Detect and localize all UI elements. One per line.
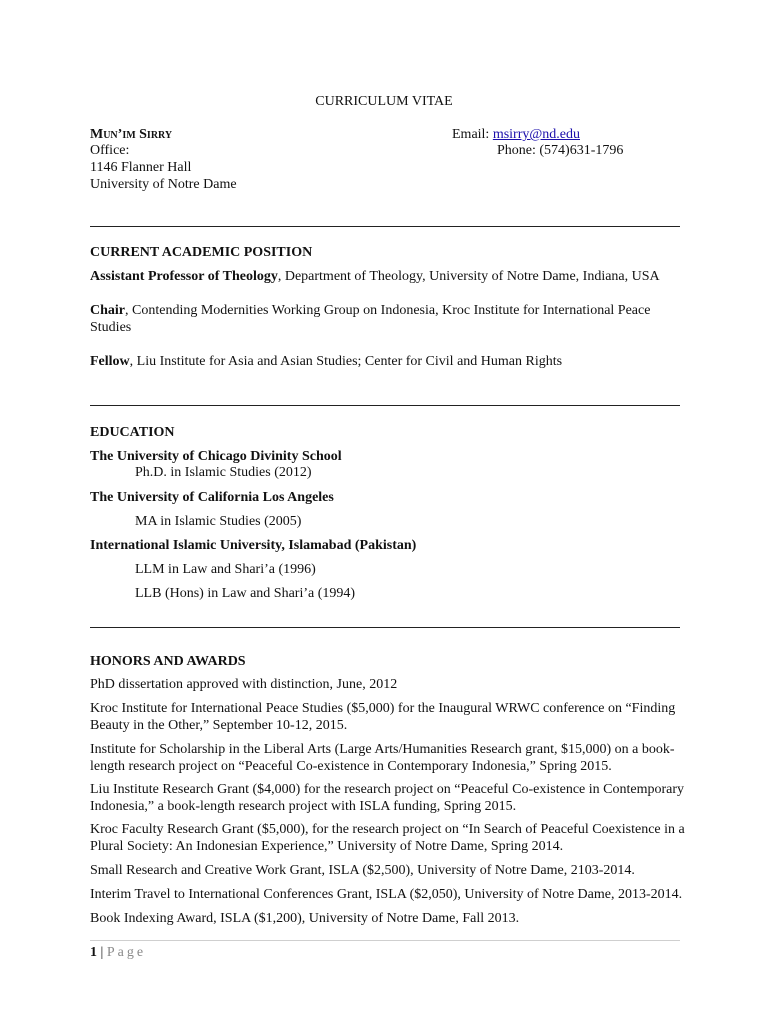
address-line-2: University of Notre Dame: [90, 177, 237, 192]
position-item: [90, 353, 680, 370]
section-divider: [90, 405, 680, 406]
page-label: Page: [106, 945, 147, 960]
footer-divider: [90, 940, 680, 941]
footer-separator: |: [97, 945, 107, 960]
degree: MA in Islamic Studies (2005): [135, 514, 302, 529]
honors-heading: HONORS AND AWARDS: [90, 654, 246, 669]
award-item: Small Research and Creative Work Grant, ISLA ($2,500), University of Notre Dame, 2103-2014.: [90, 863, 635, 878]
degree: Ph.D. in Islamic Studies (2012): [135, 465, 312, 480]
award-item: PhD dissertation approved with distinction, June, 2012: [90, 677, 398, 692]
degree: LLM in Law and Shari’a (1996): [135, 562, 316, 577]
school-name: International Islamic University, Islamabad (Pakistan): [90, 538, 417, 553]
email-label: Email:: [452, 127, 490, 142]
position-heading: CURRENT ACADEMIC POSITION: [90, 245, 313, 260]
award-item: Book Indexing Award, ISLA ($1,200), University of Notre Dame, Fall 2013.: [90, 911, 520, 926]
page-number: 1: [90, 945, 97, 960]
school-name: The University of California Los Angeles: [90, 490, 334, 505]
position-detail: , Liu Institute for Asia and Asian Studies; Center for Civil and Human Rights: [129, 354, 563, 369]
position-title: Assistant Professor of Theology: [90, 269, 278, 284]
page-footer: [90, 944, 146, 961]
office-label: Office:: [90, 143, 130, 158]
position-title: Fellow: [90, 354, 130, 369]
author-name: Mun’im Sirry: [90, 127, 173, 142]
award-item: Interim Travel to International Conferences Grant, ISLA ($2,050), University of Notre Dame, 2013-2014.: [90, 887, 683, 902]
section-divider: [90, 226, 680, 227]
position-detail: , Department of Theology, University of Notre Dame, Indiana, USA: [277, 269, 660, 284]
award-item: Institute for Scholarship in the Liberal Arts (Large Arts/Humanities Research grant, $15,000) on a book-length research project on “Peaceful Co-existence in Contemporary Indonesia,” Spring 2015.: [90, 742, 675, 774]
education-heading: EDUCATION: [90, 425, 175, 440]
email-link[interactable]: msirry@nd.edu: [492, 127, 580, 142]
position-item: [90, 302, 680, 336]
email-line: [452, 126, 580, 143]
address-line-1: 1146 Flanner Hall: [90, 160, 192, 175]
section-divider: [90, 627, 680, 628]
position-detail: , Contending Modernities Working Group on Indonesia, Kroc Institute for International Peace Studies: [90, 303, 651, 335]
award-item: Kroc Faculty Research Grant ($5,000), for the research project on “In Search of Peaceful Coexistence in a Plural Society: An Indonesian Experience,” University of Notre Dame, Spring 2014.: [90, 822, 685, 854]
award-item: Liu Institute Research Grant ($4,000) for the research project on “Peaceful Co-existence in Contemporary Indonesia,” a book-length research project with ISLA funding, Spring 2015.: [90, 782, 685, 814]
degree: LLB (Hons) in Law and Shari’a (1994): [135, 586, 356, 601]
award-item: Kroc Institute for International Peace Studies ($5,000) for the Inaugural WRWC conference on “Finding Beauty in the Other,” September 10-12, 2015.: [90, 701, 676, 733]
position-title: Chair: [90, 303, 125, 318]
position-item: [90, 268, 680, 285]
school-name: The University of Chicago Divinity School: [90, 449, 342, 464]
document-title: CURRICULUM VITAE: [315, 94, 453, 109]
phone-number: Phone: (574)631-1796: [497, 143, 624, 158]
